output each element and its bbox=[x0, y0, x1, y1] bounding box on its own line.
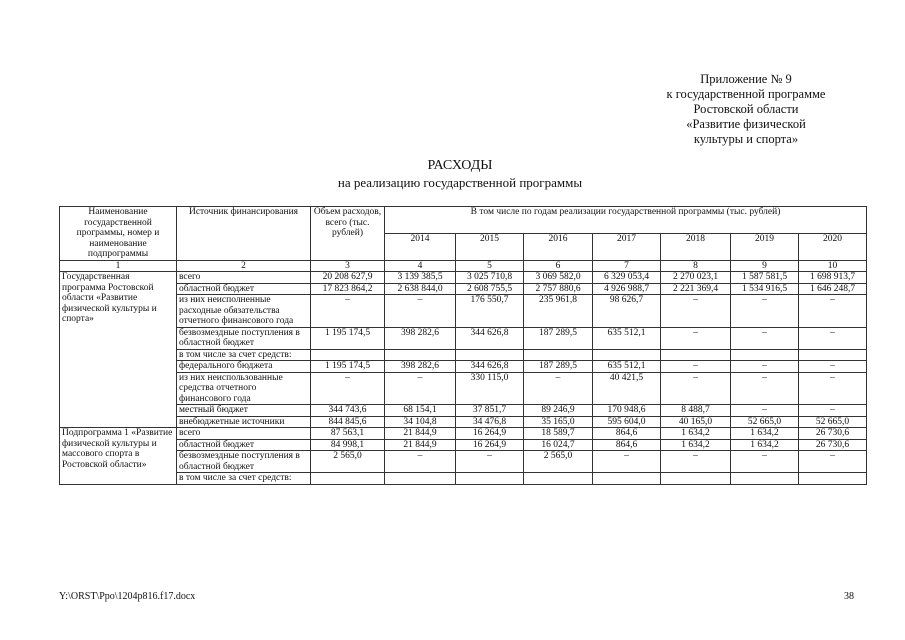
year-value: – bbox=[661, 327, 731, 349]
year-value: 6 329 053,4 bbox=[593, 272, 661, 284]
program-name: Подпрограмма 1 «Развитие физической культуры и массового спорта в Ростовской области» bbox=[60, 428, 177, 485]
year-value: 235 961,8 bbox=[524, 295, 593, 328]
funding-source: областной бюджет bbox=[177, 439, 311, 451]
total-volume: 344 743,6 bbox=[311, 405, 385, 417]
year-value bbox=[524, 473, 593, 485]
year-value: – bbox=[385, 295, 456, 328]
total-volume: 844 845,6 bbox=[311, 416, 385, 428]
year-value: 344 626,8 bbox=[456, 361, 524, 373]
year-value: 1 634,2 bbox=[661, 428, 731, 440]
total-volume: 17 823 864,2 bbox=[311, 283, 385, 295]
year-value: 2 221 369,4 bbox=[661, 283, 731, 295]
header-year: 2018 bbox=[661, 233, 731, 260]
table-row bbox=[60, 473, 867, 485]
year-value bbox=[661, 349, 731, 361]
year-value: 2 757 880,6 bbox=[524, 283, 593, 295]
year-value: 2 270 023,1 bbox=[661, 272, 731, 284]
program-name: Государственная программа Ростовской области «Развитие физической культуры и спорта» bbox=[60, 272, 177, 428]
year-value: – bbox=[731, 405, 799, 417]
header-year: 2017 bbox=[593, 233, 661, 260]
header-year: 2016 bbox=[524, 233, 593, 260]
year-value: 4 926 988,7 bbox=[593, 283, 661, 295]
column-index: 5 bbox=[456, 260, 524, 272]
column-index: 7 bbox=[593, 260, 661, 272]
appendix-line: «Развитие физической bbox=[686, 117, 806, 131]
total-volume: 1 195 174,5 bbox=[311, 361, 385, 373]
year-value bbox=[799, 349, 867, 361]
year-value: – bbox=[731, 327, 799, 349]
year-value bbox=[385, 473, 456, 485]
funding-source: всего bbox=[177, 272, 311, 284]
funding-source: безвозмездные поступления в областной бюджет bbox=[177, 327, 311, 349]
table-body bbox=[60, 260, 867, 484]
total-volume: 1 195 174,5 bbox=[311, 327, 385, 349]
year-value: 8 488,7 bbox=[661, 405, 731, 417]
year-value: – bbox=[799, 372, 867, 405]
table-row bbox=[60, 428, 867, 440]
table-row bbox=[60, 372, 867, 405]
year-value: – bbox=[799, 451, 867, 473]
year-value: – bbox=[456, 451, 524, 473]
year-value: 52 665,0 bbox=[799, 416, 867, 428]
year-value bbox=[661, 473, 731, 485]
total-volume: – bbox=[311, 372, 385, 405]
year-value: 1 634,2 bbox=[661, 439, 731, 451]
appendix-header bbox=[596, 72, 896, 147]
table-row bbox=[60, 439, 867, 451]
column-index: 3 bbox=[311, 260, 385, 272]
header-year: 2014 bbox=[385, 233, 456, 260]
header-source: Источник финансирования bbox=[177, 207, 311, 261]
year-value bbox=[731, 473, 799, 485]
year-value: – bbox=[731, 295, 799, 328]
table-row bbox=[60, 451, 867, 473]
year-value: – bbox=[799, 405, 867, 417]
year-value: 864,6 bbox=[593, 428, 661, 440]
year-value: 2 638 844,0 bbox=[385, 283, 456, 295]
year-value: 52 665,0 bbox=[731, 416, 799, 428]
year-value: 635 512,1 bbox=[593, 327, 661, 349]
column-index: 4 bbox=[385, 260, 456, 272]
year-value: 1 698 913,7 bbox=[799, 272, 867, 284]
funding-source: областной бюджет bbox=[177, 283, 311, 295]
year-value: – bbox=[661, 451, 731, 473]
year-value: 98 626,7 bbox=[593, 295, 661, 328]
year-value: 35 165,0 bbox=[524, 416, 593, 428]
year-value: 40 165,0 bbox=[661, 416, 731, 428]
total-volume: 84 998,1 bbox=[311, 439, 385, 451]
table-row bbox=[60, 405, 867, 417]
year-value: – bbox=[524, 372, 593, 405]
file-path: Y:\ORST\Ppo\1204p816.f17.docx bbox=[59, 591, 196, 602]
year-value bbox=[799, 473, 867, 485]
year-value bbox=[456, 473, 524, 485]
year-value: – bbox=[385, 451, 456, 473]
total-volume: – bbox=[311, 295, 385, 328]
funding-source: из них неисполненные расходные обязательства отчетного финансового года bbox=[177, 295, 311, 328]
document-subtitle: на реализацию государственной программы bbox=[337, 175, 583, 190]
year-value: – bbox=[661, 295, 731, 328]
column-index: 9 bbox=[731, 260, 799, 272]
appendix-line: культуры и спорта» bbox=[693, 132, 799, 146]
year-value: 68 154,1 bbox=[385, 405, 456, 417]
page-number: 38 bbox=[844, 591, 854, 602]
table-row bbox=[60, 349, 867, 361]
year-value: – bbox=[799, 327, 867, 349]
year-value: 864,6 bbox=[593, 439, 661, 451]
table-row bbox=[60, 295, 867, 328]
total-volume bbox=[311, 473, 385, 485]
column-index: 8 bbox=[661, 260, 731, 272]
funding-source: из них неиспользованные средства отчетного финансового года bbox=[177, 372, 311, 405]
year-value: – bbox=[661, 361, 731, 373]
year-value: 1 646 248,7 bbox=[799, 283, 867, 295]
table-row bbox=[60, 327, 867, 349]
year-value: – bbox=[593, 451, 661, 473]
year-value: 26 730,6 bbox=[799, 428, 867, 440]
year-value: 176 550,7 bbox=[456, 295, 524, 328]
year-value: 635 512,1 bbox=[593, 361, 661, 373]
year-value: 1 634,2 bbox=[731, 428, 799, 440]
table-row bbox=[60, 416, 867, 428]
year-value: – bbox=[731, 361, 799, 373]
year-value: 3 139 385,5 bbox=[385, 272, 456, 284]
total-volume: 20 208 627,9 bbox=[311, 272, 385, 284]
funding-source: в том числе за счет средств: bbox=[177, 349, 311, 361]
year-value bbox=[456, 349, 524, 361]
year-value: 170 948,6 bbox=[593, 405, 661, 417]
year-value bbox=[731, 349, 799, 361]
year-value: 187 289,5 bbox=[524, 327, 593, 349]
year-value: 34 104,8 bbox=[385, 416, 456, 428]
column-index: 6 bbox=[524, 260, 593, 272]
year-value: 595 604,0 bbox=[593, 416, 661, 428]
year-value: 3 069 582,0 bbox=[524, 272, 593, 284]
document-title: РАСХОДЫ bbox=[427, 158, 493, 173]
funding-source: безвозмездные поступления в областной бюджет bbox=[177, 451, 311, 473]
header-by-year: В том числе по годам реализации государственной программы (тыс. рублей) bbox=[385, 207, 867, 234]
funding-source: федерального бюджета bbox=[177, 361, 311, 373]
header-name: Наименование государственной программы, номер и наименование подпрограммы bbox=[60, 207, 177, 261]
year-value: 2 608 755,5 bbox=[456, 283, 524, 295]
year-value: 1 634,2 bbox=[731, 439, 799, 451]
year-value: 3 025 710,8 bbox=[456, 272, 524, 284]
year-value: – bbox=[799, 295, 867, 328]
year-value: 16 024,7 bbox=[524, 439, 593, 451]
year-value: – bbox=[731, 372, 799, 405]
year-value: 40 421,5 bbox=[593, 372, 661, 405]
year-value bbox=[593, 349, 661, 361]
appendix-line: Ростовской области bbox=[693, 102, 799, 116]
year-value: 89 246,9 bbox=[524, 405, 593, 417]
year-value: 21 844,9 bbox=[385, 428, 456, 440]
appendix-line: Приложение № 9 bbox=[700, 72, 792, 86]
column-index: 2 bbox=[177, 260, 311, 272]
column-index-row bbox=[60, 260, 867, 272]
header-row bbox=[60, 207, 867, 234]
header-volume: Объем расходов, всего (тыс. рублей) bbox=[311, 207, 385, 261]
year-value: 344 626,8 bbox=[456, 327, 524, 349]
table-row bbox=[60, 283, 867, 295]
table-row bbox=[60, 272, 867, 284]
year-value: 1 587 581,5 bbox=[731, 272, 799, 284]
header-year: 2019 bbox=[731, 233, 799, 260]
year-value: 16 264,9 bbox=[456, 439, 524, 451]
year-value: 16 264,9 bbox=[456, 428, 524, 440]
year-value: 1 534 916,5 bbox=[731, 283, 799, 295]
funding-source: всего bbox=[177, 428, 311, 440]
header-year: 2015 bbox=[456, 233, 524, 260]
year-value: 18 589,7 bbox=[524, 428, 593, 440]
year-value: 187 289,5 bbox=[524, 361, 593, 373]
table-row bbox=[60, 361, 867, 373]
year-value: 21 844,9 bbox=[385, 439, 456, 451]
year-value: – bbox=[385, 372, 456, 405]
year-value: 2 565,0 bbox=[524, 451, 593, 473]
appendix-line: к государственной программе bbox=[666, 87, 826, 101]
year-value bbox=[385, 349, 456, 361]
header-year: 2020 bbox=[799, 233, 867, 260]
funding-source: местный бюджет bbox=[177, 405, 311, 417]
year-value: 34 476,8 bbox=[456, 416, 524, 428]
expenses-table bbox=[59, 206, 867, 485]
total-volume bbox=[311, 349, 385, 361]
year-value: – bbox=[799, 361, 867, 373]
funding-source: внебюджетные источники bbox=[177, 416, 311, 428]
total-volume: 87 563,1 bbox=[311, 428, 385, 440]
year-value bbox=[524, 349, 593, 361]
column-index: 1 bbox=[60, 260, 177, 272]
funding-source: в том числе за счет средств: bbox=[177, 473, 311, 485]
year-value: 398 282,6 bbox=[385, 361, 456, 373]
year-value: 330 115,0 bbox=[456, 372, 524, 405]
year-value: – bbox=[661, 372, 731, 405]
year-value: 37 851,7 bbox=[456, 405, 524, 417]
total-volume: 2 565,0 bbox=[311, 451, 385, 473]
year-value: – bbox=[731, 451, 799, 473]
column-index: 10 bbox=[799, 260, 867, 272]
year-value: 26 730,6 bbox=[799, 439, 867, 451]
year-value bbox=[593, 473, 661, 485]
year-value: 398 282,6 bbox=[385, 327, 456, 349]
